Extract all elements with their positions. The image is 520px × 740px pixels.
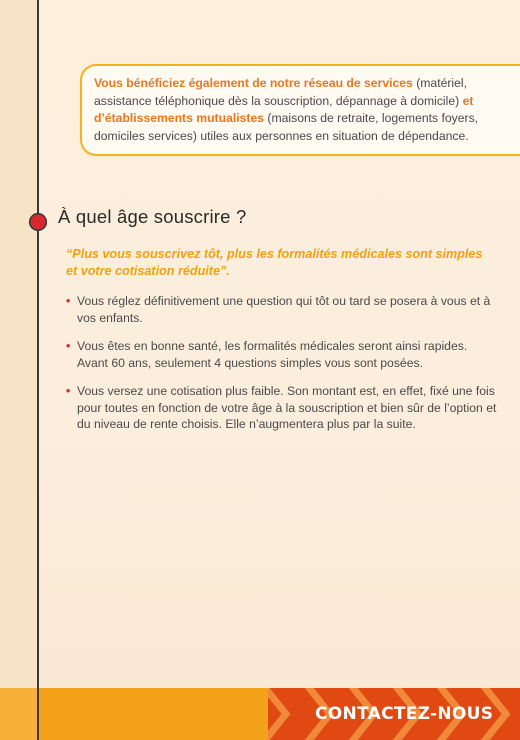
bullet-dot-icon: •: [66, 384, 71, 398]
list-item-text: Vous réglez définitivement une question qui tôt ou tard se posera à vous et à vos enfants.: [77, 294, 491, 325]
info-text-establishments: (maisons de retraite, logements foyers, domiciles services) utiles aux personnes en situation de dépendance.: [94, 111, 479, 143]
list-item-text: Vous êtes en bonne santé, les formalités médicales seront ainsi rapides. Avant 60 ans, seulement 4 questions simples vous sont posées.: [77, 339, 468, 370]
info-highlight-establishments: et d’établissements mutualistes: [94, 93, 474, 125]
list-item: [66, 338, 498, 371]
bullet-dot-icon: •: [66, 339, 71, 353]
footer-band: [0, 688, 520, 740]
footer-left-strip: [0, 688, 38, 740]
list-item: [66, 383, 498, 433]
list-item-text: Vous versez une cotisation plus faible. Son montant est, en effet, fixé une fois pour toutes en fonction de votre âge à la souscription et bien sûr de l’option et du niveau de rente choisis. Elle n’augmentera plus par la suite.: [77, 384, 497, 431]
section-quote: “Plus vous souscrivez tôt, plus les formalités médicales sont simples et votre cotisation réduite”.: [66, 247, 483, 278]
info-text-services: (matériel, assistance téléphonique dès la souscription, dépannage à domicile): [94, 76, 468, 108]
services-info-box: [80, 64, 520, 156]
footer-margin-rule: [37, 688, 39, 740]
section-title: À quel âge souscrire ?: [58, 206, 247, 227]
left-margin-strip: [0, 0, 38, 740]
advantages-list: [66, 293, 498, 445]
list-item: [66, 293, 498, 326]
contact-label: CONTACTEZ-NOUS: [315, 704, 494, 724]
section-bullet-icon: [28, 212, 48, 232]
bullet-dot-icon: •: [66, 294, 71, 308]
info-highlight-services: Vous bénéficiez également de notre réseau de services: [94, 76, 413, 90]
margin-rule: [37, 0, 39, 740]
contact-button[interactable]: [268, 688, 520, 740]
